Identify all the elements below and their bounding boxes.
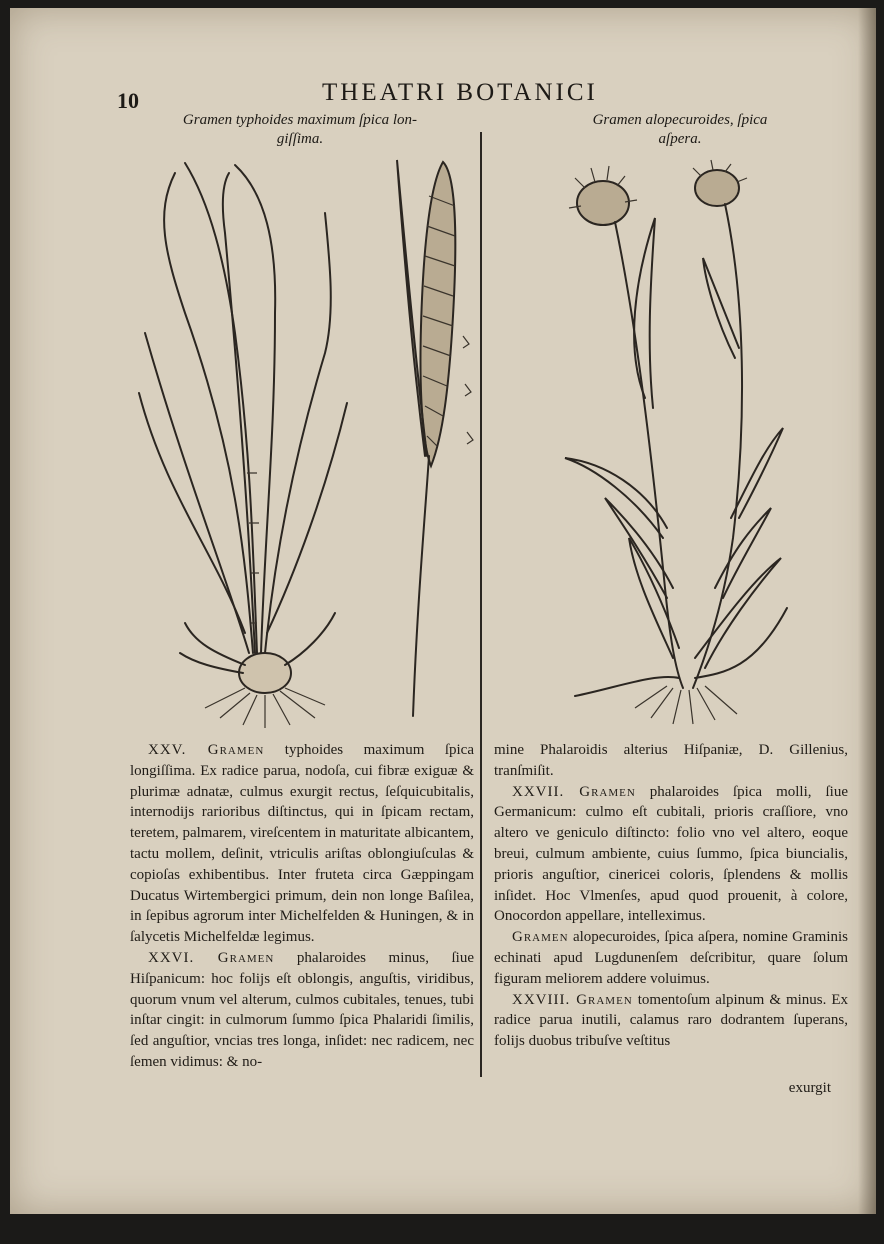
entry-heading: XXVIII. Gramen: [512, 991, 633, 1008]
catchword: exurgit: [788, 1080, 831, 1096]
page-number: 10: [117, 88, 139, 113]
right-figure-caption: Gramen alopecuroides, ſpica aſpera.: [592, 112, 768, 147]
paragraph-xxvii: [494, 782, 848, 928]
typhoid-spike-illustration-icon: [385, 156, 475, 731]
entry-heading: XXV. Gramen: [148, 742, 265, 758]
entry-heading: Gramen: [512, 929, 569, 946]
entry-text: phalaroides ſpica molli, ſiue Germanicum: culmo eſt cubitali, prioris craſſiore, vno altero ve geniculo diſtincto: folio vno vel altero, eoque breui, culmum ambiente, cuius ſummo, ſpica biuncialis, prioris anguſtior, cinericei coloris, ſplendens & mollis inſidet. Hoc Vlmenſes, apud quod prouenit, à colore, Onocordon appellare, intelleximus.: [494, 783, 848, 925]
entry-text: tomentoſum alpinum & minus. Ex radice parua inutili, calamus raro dodrantem ſuperans, folijs duobus tribuſve veſtitus: [494, 991, 848, 1050]
left-text-column: [130, 740, 474, 1073]
entry-text: typhoides maximum ſpica longiſſima. Ex radice parua, nodoſa, cui fibræ exiguæ & plurimæ adnatæ, culmus exurgit rectus, ſeſquicubitalis, internodijs rarioribus diſtinctus, qui in ſpicam rectam, teretem, palmarem, vireſcentem in maturitate albicantem, tactu mollem, deſinit, vtriculis ariſtas oblongiuſculas & copioſas exhibentibus. Inter fruteta circa Gæppingam Ducatus Wirtembergici primum, dein non longe Baſilea, in ſepibus agrorum inter Michelfelden & Huningen, & in ſalycetis Michelfeldæ legimus.: [130, 742, 475, 946]
paragraph-xxv: [130, 740, 474, 948]
paragraph-alopecuroides: [494, 927, 848, 989]
paragraph-xxvi: [130, 948, 474, 1073]
entry-text: mine Phalaroidis alterius Hiſpaniæ, D. Gillenius, tranſmiſit.: [494, 742, 848, 779]
entry-text: alopecuroides, ſpica aſpera, nomine Graminis echinati apud Lugdunenſem deſcribitur, quare ſolum figuram meliorem addere voluimus.: [494, 929, 848, 987]
right-text-column: [494, 740, 848, 1052]
grass-bulb-plant-illustration-icon: [125, 153, 365, 733]
foxtail-grass-illustration-icon: [555, 158, 800, 728]
entry-text: phalaroides minus, ſiue Hiſpanicum: hoc folijs eſt oblongis, anguſtis, viridibus, quorum vnum vel alterum, culmos cubitales, tenues, tubi inſtar cingit: in culmorum ſummo ſpica Phalaridi ſimilis, ſed anguſtior, vncias tres longa, inſidet: nec radicem, nec ſemen vidimus: & no-: [130, 949, 474, 1070]
left-figure-caption: Gramen typhoides maximum ſpica lon- giſſima.: [182, 112, 418, 147]
column-divider: [480, 132, 482, 1077]
running-title: THEATRI BOTANICI: [322, 79, 598, 106]
entry-heading: XXVII. Gramen: [512, 783, 636, 800]
paragraph-xxviii: [494, 990, 848, 1052]
paragraph-continuation: [494, 740, 848, 782]
entry-heading: XXVI. Gramen: [148, 949, 275, 966]
book-page: [10, 8, 876, 1214]
